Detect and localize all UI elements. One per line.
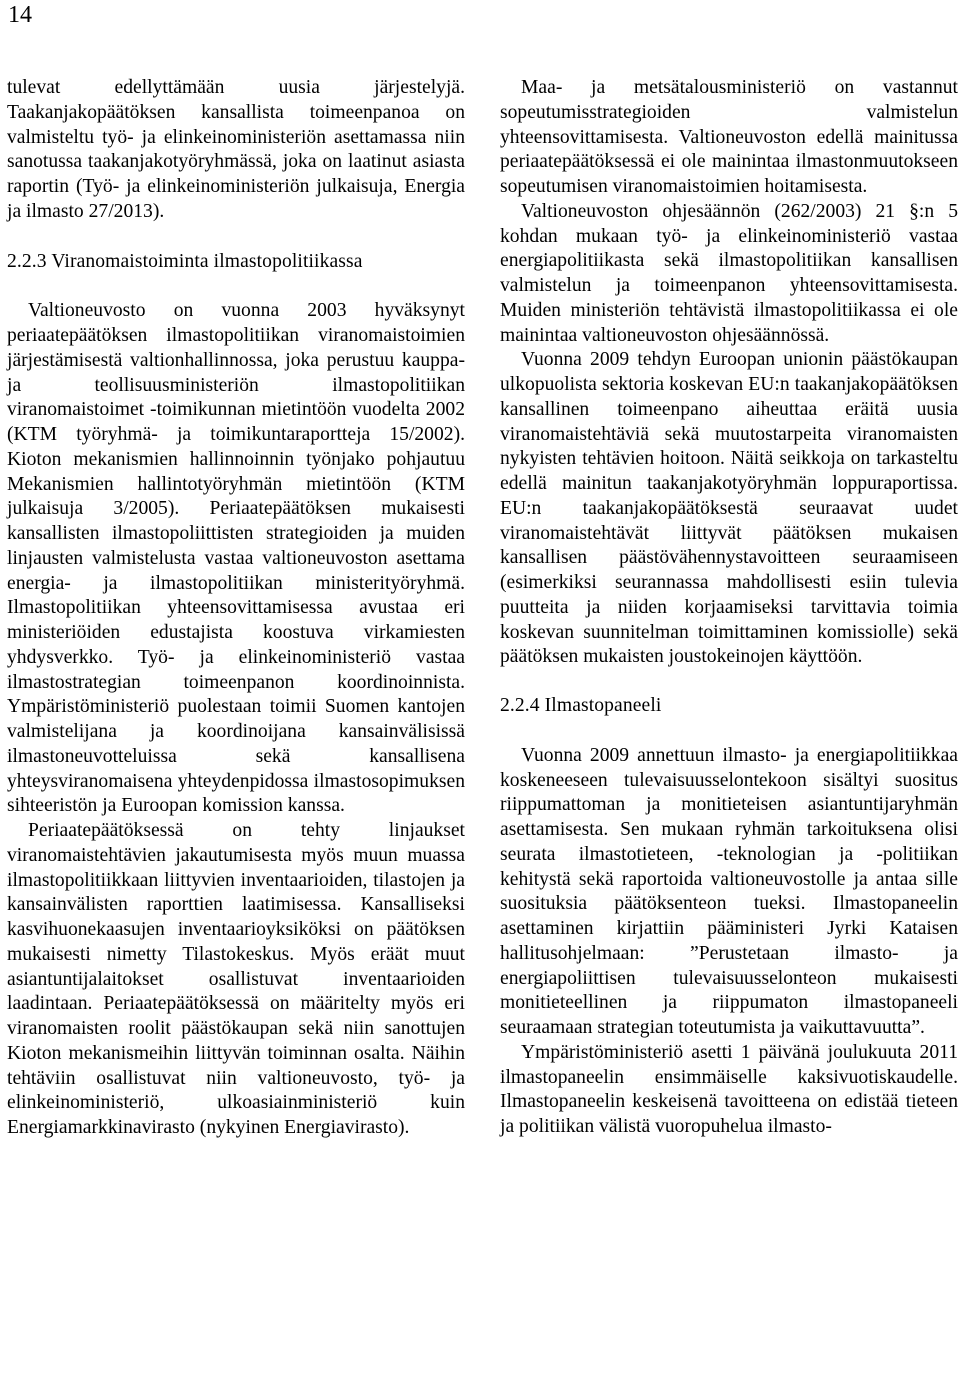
right-paragraph-1: Maa- ja metsätalousministeriö on vastannut sopeutumisstrategioiden valmistelun yhteensovittamisesta. Valtioneuvoston edellä mainitussa periaatepäätöksessä ei ole mainintaa ilmastonmuutokseen sopeutumisen viranomaistoimien hoitamisesta.	[500, 77, 958, 197]
right-column	[500, 76, 958, 1140]
right-paragraph-4: Vuonna 2009 annettuun ilmasto- ja energiapolitiikkaa koskeneeseen tulevaisuusselontekoon sisältyi suositus riippumattoman ja monitieteisen asiantuntijaryhmän asettamisesta. Sen mukaan ryhmän tarkoituksena olisi seurata ilmastotieteen, -teknologian ja -politiikan kehitystä sekä raportoida valtioneuvostolle ja antaa sille suosituksia päätöksenteon tueksi. Ilmastopaneelin asettaminen kirjattiin pääministeri Jyrki Kataisen hallitusohjelmaan: ”Perustetaan ilmasto- ja energiapoliittisen tulevaisuusselonteon mukaisesti monitieteellinen ja riippumaton ilmastopaneeli seuraamaan strategian toteutumista ja vaikuttavuutta”.	[500, 744, 958, 1038]
section-heading-2-2-4: 2.2.4 Ilmastopaneeli	[500, 695, 662, 716]
left-column	[7, 76, 465, 1141]
left-paragraph-2: Valtioneuvosto on vuonna 2003 hyväksynyt periaatepäätöksen ilmastopolitiikan viranomaistoimien järjestämisestä valtionhallinnossa, joka perustuu kauppa- ja teollisuusministeriön ilmastopolitiikan viranomaistoimet -toimikunnan mietintöön vuodelta 2002 (KTM työryhmä- ja toimikuntaraportteja 15/2002). Kioton mekanismien hallinnoinnin työnjako pohjautuu Mekanismien hallintotyöryhmän mietintöön (KTM julkaisuja 3/2005). Periaatepäätöksen mukaisesti kansallisten ilmastopoliittisten strategioiden ja muiden linjausten valmistelusta vastaa valtioneuvoston asettama energia- ja ilmastopolitiikan ministerityöryhmä. Ilmastopolitiikan yhteensovittamisessa avustaa eri ministeriöiden edustajista koostuva virkamiesten yhdysverkko. Työ- ja elinkeinoministeriö vastaa ilmastostrategian toimeenpanon koordinoinnista. Ympäristöministeriö puolestaan toimii Suomen kantojen valmistelijana ja koordinoijana kansainvälisissä ilmastoneuvotteluissa sekä kansallisena yhteysviranomaisena yhteydenpidossa ilmastosopimuksen sihteeristön ja Euroopan komission kanssa.	[7, 300, 465, 817]
right-paragraph-3: Vuonna 2009 tehdyn Euroopan unionin päästökaupan ulkopuolista sektoria koskevan EU:n taakanjakopäätöksen kansallinen toimeenpano aiheuttaa eräitä uusia viranomaistehtäviä sekä muutostarpeita viranomaisten nykyisten tehtävien hoitoon. Näitä seikkoja on tarkasteltu edellä mainitun taakanjakotyöryhmän loppuraportissa. EU:n taakanjakopäätöksestä seuraavat uudet viranomaistehtävät liittyvät päätöksen mukaisen kansallisen päästövähennystavoitteen seuraamiseen (esimerkiksi seurannassa mahdollisesti esiin tulevia puutteita ja niiden korjaamiseksi tarvittavia toimia koskevan suunnitelman toimittaminen komissiolle) sekä päätöksen mukaisten joustokeinojen käyttöön.	[500, 349, 958, 668]
right-paragraph-2: Valtioneuvoston ohjesäännön (262/2003) 21 §:n 5 kohdan mukaan työ- ja elinkeinoministeriö vastaa energiapolitiikasta sekä ilmastopolitiikan kansallisen valmistelun ja toimeenpanon yhteensovittamisesta. Muiden ministeriön tehtävistä ilmastopolitiikassa ei ole mainintaa valtioneuvoston ohjesäännössä.	[500, 200, 958, 346]
page-number: 14	[8, 2, 32, 28]
left-paragraph-3: Periaatepäätöksessä on tehty linjaukset viranomaistehtävien jakautumisesta myös muun muassa ilmastopolitiikkaan liittyvien inventaarioiden, tilastojen ja kansainvälisten raporttien laatimisessa. Kansalliseksi kasvihuonekaasujen inventaarioyksiköksi on päätöksen mukaisesti nimetty Tilastokeskus. Myös eräät muut asiantuntijalaitokset osallistuvat inventaarioiden laadintaan. Periaatepäätöksessä on määritelty myös eri viranomaisten roolit päästökaupan sekä niin sanottujen Kioton mekanismeihin liittyvän toiminnan osalta. Näihin tehtäviin osallistuvat niin valtioneuvosto, työ- ja elinkeinoministeriö, ulkoasiainministeriö kuin Energiamarkkinavirasto (nykyinen Energiavirasto).	[7, 820, 465, 1138]
left-paragraph-1: tulevat edellyttämään uusia järjestelyjä. Taakanjakopäätöksen kansallista toimeenpanoa on valmisteltu työ- ja elinkeinoministeriön asettamassa niin sanotussa taakanjakotyöryhmässä, joka on laatinut asiasta raportin (Työ- ja elinkeinoministeriön julkaisuja, Energia ja ilmasto 27/2013).	[7, 77, 465, 222]
section-heading-2-2-3: 2.2.3 Viranomaistoiminta ilmastopolitiikassa	[7, 250, 363, 272]
right-paragraph-5: Ympäristöministeriö asetti 1 päivänä joulukuuta 2011 ilmastopaneelin ensimmäiselle kaksivuotiskaudelle. Ilmastopaneelin keskeisenä tavoitteena on edistää tieteen ja politiikan välistä vuoropuhelua ilmasto-	[500, 1041, 958, 1137]
